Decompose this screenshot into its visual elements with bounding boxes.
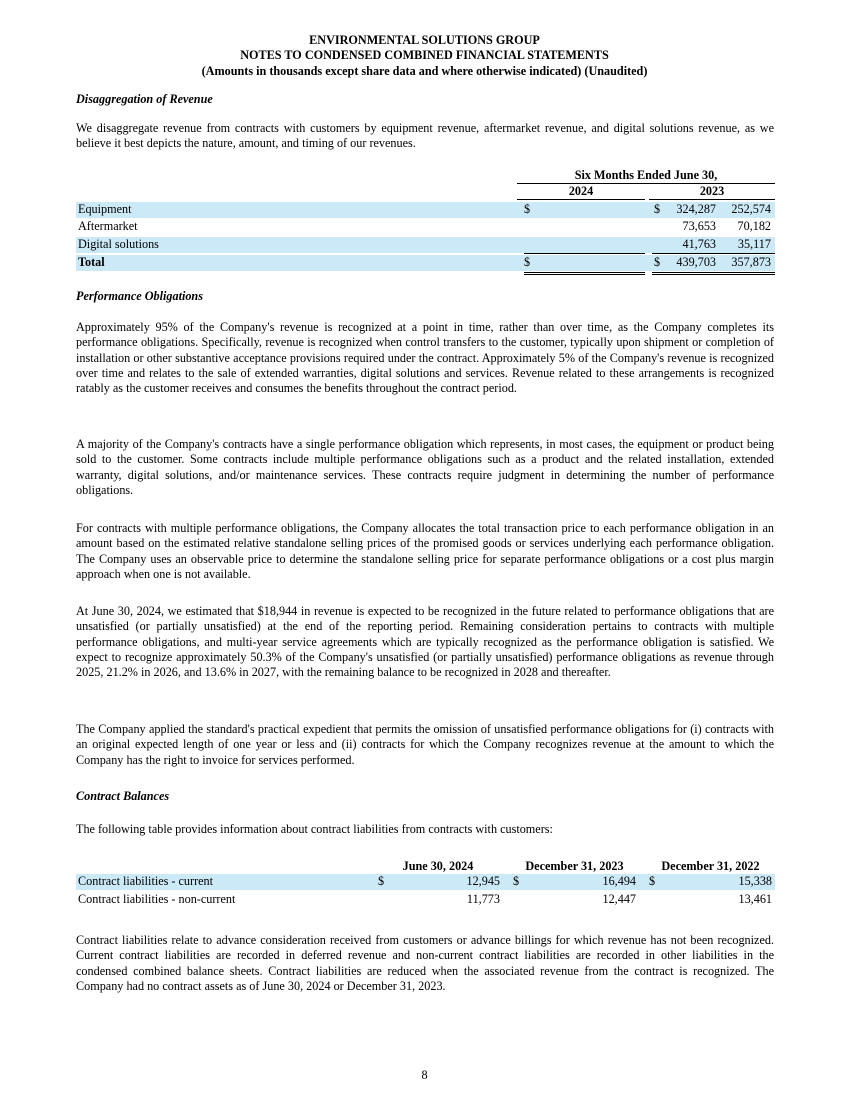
contract-col-dec-2022: December 31, 2022 [646,859,775,875]
revenue-year-2024-header: 2024 [517,184,645,200]
disaggregation-heading: Disaggregation of Revenue [76,92,213,106]
dollar-sign: $ [654,255,661,269]
row-label: Equipment [78,202,132,216]
value-june-2024: 12,945 [466,874,500,888]
value-2023: 35,117 [737,237,771,251]
revenue-row-total [76,255,775,271]
total-double-underline-2023-b [652,274,775,275]
revenue-year-2023-header: 2023 [649,184,775,200]
total-double-underline-2023-a [652,272,775,273]
page-number: 8 [421,1068,428,1082]
performance-paragraph-1: Approximately 95% of the Company's revenue is recognized at a point in time, rather than over time, as the Company completes its performance obligations. Specifically, revenue is recognized when control transfers to the customer, typically upon shipment or completion of installation or other substantive acceptance provisions required under the contract. Approximately 5% of the Company's revenue is recognized over time and relates to the sale of extended warranties, digital solutions and services. Revenue related to these arrangements is recognized ratably as the customer receives and consumes the benefits throughout the contract period. [76,320,774,396]
subtotal-underline-2024 [524,253,645,254]
disaggregation-intro: We disaggregate revenue from contracts with customers by equipment revenue, aftermarket revenue, and digital solutions revenue, as we believe it best depicts the nature, amount, and timing of our revenues. [76,121,774,151]
row-label: Digital solutions [78,237,159,251]
value-dec-2023: 12,447 [602,892,636,906]
value-june-2024: 11,773 [466,892,500,906]
value-dec-2022: 13,461 [738,892,772,906]
revenue-row-aftermarket [76,219,775,235]
revenue-row-equipment [76,202,775,218]
contract-balances-intro: The following table provides information about contract liabilities from contracts with customers: [76,822,553,836]
value-2023: 70,182 [737,219,771,233]
value-dec-2023: 16,494 [602,874,636,888]
performance-heading: Performance Obligations [76,289,203,303]
row-label: Total [78,255,105,269]
contract-col-june-2024: June 30, 2024 [373,859,503,875]
value-2024: 324,287 [676,202,716,216]
contract-balances-heading: Contract Balances [76,789,170,803]
value-2024: 73,653 [682,219,716,233]
dollar-sign: $ [524,202,531,216]
total-double-underline-2024-a [524,272,645,273]
company-name: ENVIRONMENTAL SOLUTIONS GROUP [309,33,540,47]
subtotal-underline-2023 [652,253,775,254]
page-header [0,33,849,79]
total-double-underline-2024-b [524,274,645,275]
value-2024: 439,703 [676,255,716,269]
value-2024: 41,763 [682,237,716,251]
value-2023: 357,873 [731,255,771,269]
contract-row-non-current [76,892,775,908]
revenue-row-digital-solutions [76,237,775,253]
contract-col-dec-2023: December 31, 2023 [510,859,639,875]
document-subtitle: (Amounts in thousands except share data and where otherwise indicated) (Unaudited) [201,63,648,78]
document-title: NOTES TO CONDENSED COMBINED FINANCIAL STATEMENTS [240,48,609,63]
value-dec-2022: 15,338 [738,874,772,888]
performance-paragraph-2: A majority of the Company's contracts have a single performance obligation which represents, in most cases, the equipment or product being sold to the customer. Some contracts include multiple performance obligations such as a product and the related installation, extended warranty, digital solutions, and/or maintenance services. These contracts require judgment in determining the number of performance obligations. [76,437,774,497]
row-label: Contract liabilities - current [78,874,214,888]
dollar-sign: $ [378,874,385,888]
row-label: Contract liabilities - non-current [78,892,236,906]
dollar-sign: $ [649,874,656,888]
contract-row-current [76,874,775,890]
value-2023: 252,574 [731,202,771,216]
revenue-table-period-header: Six Months Ended June 30, [517,168,775,184]
performance-paragraph-4: At June 30, 2024, we estimated that $18,944 in revenue is expected to be recognized in the future related to performance obligations that are unsatisfied (or partially unsatisfied) at the end of the reporting period. Remaining consideration pertains to contracts with multiple performance obligations, and multi-year service agreements which are typically recognized as the performance obligation is satisfied. We expect to recognize approximately 50.3% of the Company's unsatisfied (or partially unsatisfied) performance obligations as revenue through 2025, 21.2% in 2026, and 13.6% in 2027, with the remaining balance to be recognized in 2028 and thereafter. [76,604,774,680]
row-label: Aftermarket [78,219,138,233]
performance-paragraph-5: The Company applied the standard's practical expedient that permits the omission of unsatisfied performance obligations for (i) contracts with an original expected length of one year or less and (ii) contracts for which the Company recognizes revenue at the amount to which the Company has the right to invoice for services performed. [76,722,774,767]
dollar-sign: $ [524,255,531,269]
dollar-sign: $ [654,202,661,216]
dollar-sign: $ [513,874,520,888]
contract-balances-closing: Contract liabilities relate to advance consideration received from customers or advance billings for which revenue has not been recognized. Current contract liabilities are recorded in deferred revenue and non-current contract liabilities are recorded in other liabilities in the condensed combined balance sheets. Contract liabilities are reduced when the associated revenue from the contract is recognized. The Company had no contract assets as of June 30, 2024 or December 31, 2023. [76,933,774,993]
performance-paragraph-3: For contracts with multiple performance obligations, the Company allocates the total transaction price to each performance obligation in an amount based on the estimated relative standalone selling prices of the promised goods or services underlying each performance obligation. The Company uses an observable price to determine the standalone selling price for separate performance obligations or a cost plus margin approach when one is not available. [76,521,774,581]
